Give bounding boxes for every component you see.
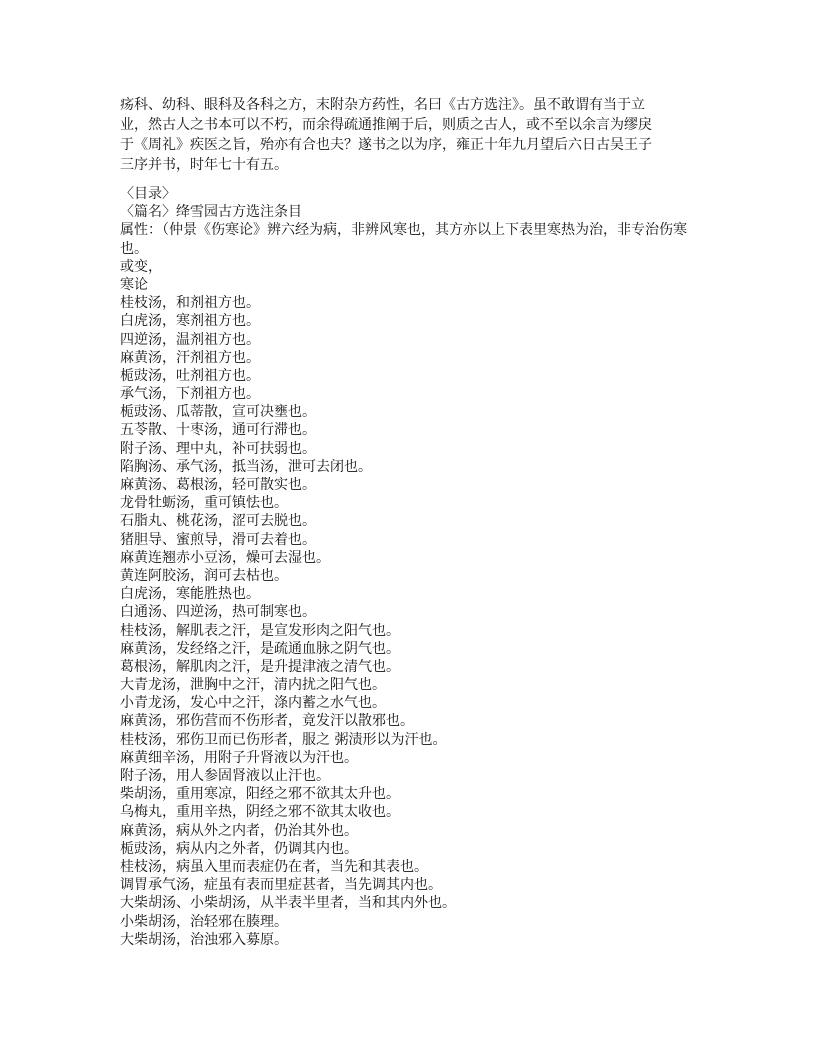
formula-entry: 猪胆导、蜜煎导，滑可去着也。 [120,531,316,548]
preface-line: 业，然古人之书本可以不朽，而余得疏通推阐于后，则质之古人，或不至以余言为缪戾 [120,117,652,133]
preface-line: 于《周礼》疾医之旨，殆亦有合也夫？遂书之以为序，雍正十年九月望后六日古吴王子 [120,137,652,153]
formula-entry: 大柴胡汤，治浊邪入募原。 [120,931,288,948]
formula-entry: 乌梅丸，重用辛热，阴经之邪不欲其太收也。 [120,804,400,821]
formula-entry: 大柴胡汤、小柴胡汤，从半表半里者，当和其内外也。 [120,895,456,912]
variation-note: 或变， [120,258,162,275]
toc-label: 〈目录〉 [120,186,176,202]
formula-entry: 附子汤、理中丸，补可扶弱也。 [120,440,316,457]
formula-entry: 五苓散、十枣汤，通可行滞也。 [120,422,316,439]
formula-entry: 小青龙汤，发心中之汗，涤内蓄之水气也。 [120,695,386,712]
formula-entry: 麻黄汤，发经络之汗，是疏通血脉之阴气也。 [120,640,400,657]
formula-entry: 陷胸汤、承气汤，抵当汤，泄可去闭也。 [120,458,372,475]
formula-entry: 桂枝汤，病虽入里而表症仍在者，当先和其表也。 [120,858,428,875]
formula-entry: 麻黄连翘赤小豆汤，燥可去湿也。 [120,549,330,566]
formula-entry: 桂枝汤，和剂祖方也。 [120,295,260,312]
attribute-line-continued: 也。 [120,240,148,257]
formula-entry: 小柴胡汤，治轻邪在腠理。 [120,913,288,930]
formula-entry: 麻黄汤，汗剂祖方也。 [120,349,260,366]
catalog-section [120,185,700,949]
formula-entry: 桂枝汤，解肌表之汗，是宣发形肉之阳气也。 [120,622,400,639]
attribute-line: 属性：（仲景《伤寒论》辨六经为病，非辨风寒也，其方亦以上下表里寒热为治，非专治伤寒 [120,222,687,239]
formula-entry: 四逆汤，温剂祖方也。 [120,331,260,348]
chapter-title: 〈篇名〉绛雪园古方选注条目 [120,204,302,221]
formula-entry: 麻黄汤、葛根汤，轻可散实也。 [120,477,316,493]
preface-line: 三序并书，时年七十有五。 [120,157,288,173]
formula-entry: 大青龙汤，泄胸中之汗，清内扰之阳气也。 [120,677,386,694]
formula-entry: 龙骨牡蛎汤，重可镇怯也。 [120,495,288,512]
formula-entry: 柴胡汤，重用寒凉，阳经之邪不欲其太升也。 [120,786,400,803]
preface-paragraph [120,95,700,175]
formula-entry: 白通汤、四逆汤，热可制寒也。 [120,604,316,621]
formula-entry: 麻黄细辛汤，用附子升肾液以为汗也。 [120,749,358,766]
formula-entry: 白虎汤，寒剂祖方也。 [120,313,260,330]
formula-entry: 白虎汤，寒能胜热也。 [120,586,260,603]
formula-entry: 石脂丸、桃花汤，涩可去脱也。 [120,513,316,530]
formula-entry: 麻黄汤，邪伤营而不伤形者，竟发汗以散邪也。 [120,713,414,730]
formula-entry: 调胃承气汤，症虽有表而里症甚者，当先调其内也。 [120,877,442,894]
formula-entry: 栀豉汤，吐剂祖方也。 [120,367,260,384]
formula-entry: 承气汤，下剂祖方也。 [120,386,260,403]
formula-entry: 桂枝汤，邪伤卫而已伤形者，服之 粥渍形以为汗也。 [120,731,447,748]
formula-entry: 葛根汤，解肌肉之汗，是升提津液之清气也。 [120,658,400,675]
formula-entry: 黄连阿胶汤，润可去枯也。 [120,567,288,584]
formula-entry: 附子汤，用人参固肾液以止汗也。 [120,768,330,784]
section-heading: 寒论 [120,276,148,293]
formula-entry: 栀豉汤，病从内之外者，仍调其内也。 [120,840,358,857]
formula-entry: 麻黄汤，病从外之内者，仍治其外也。 [120,822,358,839]
preface-line: 疡科、幼科、眼科及各科之方，末附杂方药性，名曰《古方选注》。虽不敢谓有当于立 [120,97,645,113]
formula-entry: 栀豉汤、瓜蒂散，宣可决壅也。 [120,404,316,421]
